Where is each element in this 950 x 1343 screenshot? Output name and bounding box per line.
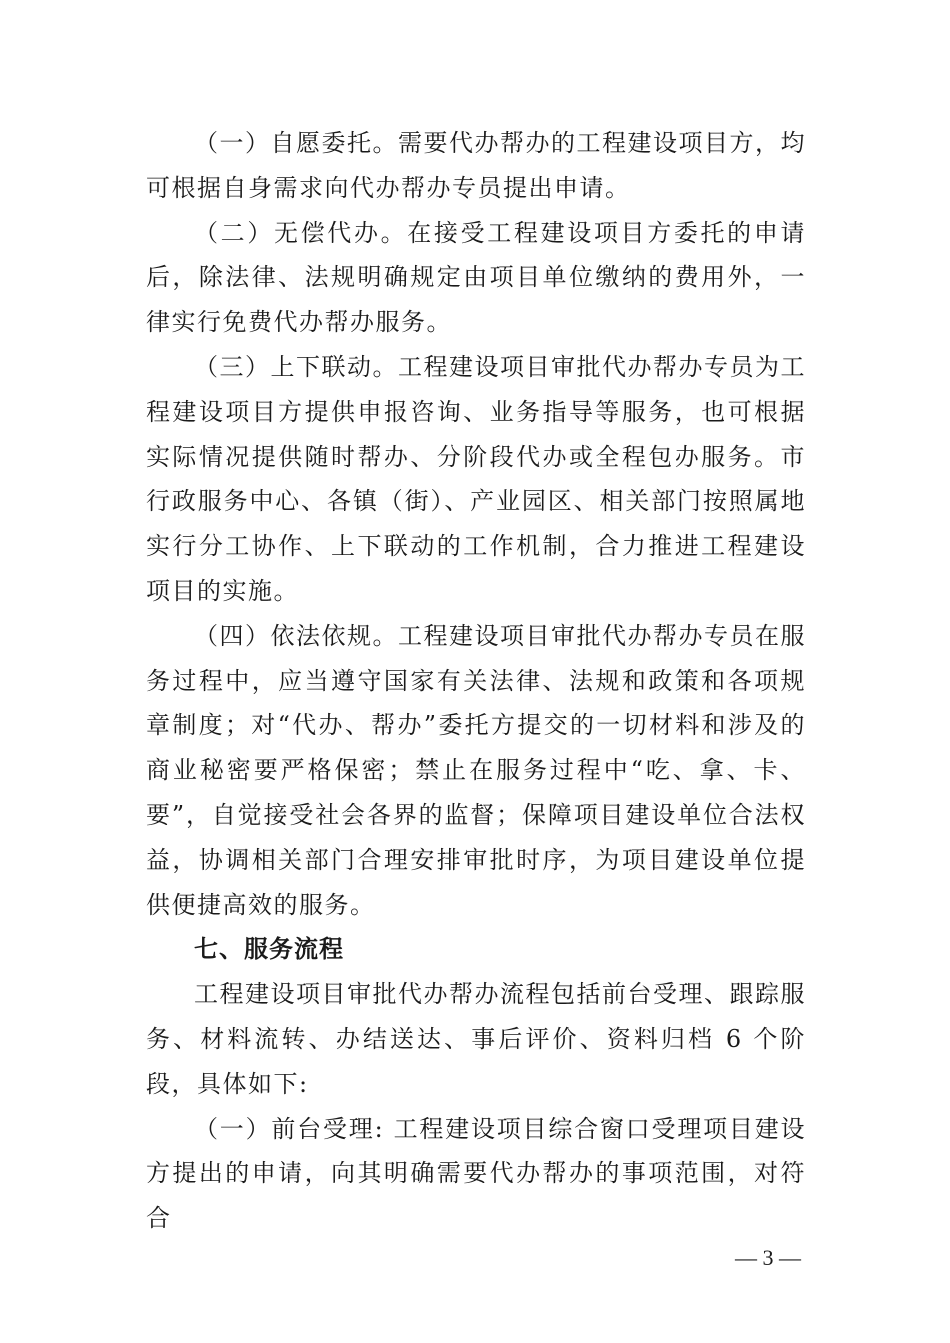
paragraph-front-desk-acceptance: （一）前台受理: 工程建设项目综合窗口受理项目建设方提出的申请，向其明确需要代办帮办的事项范围，对符合 — [146, 1114, 806, 1233]
paragraph-coordinated-linkage: （三）上下联动。工程建设项目审批代办帮办专员为工程建设项目方提供申报咨询、业务指导等服务，也可根据实际情况提供随时帮办、分阶段代办或全程包办服务。市行政服务中心、各镇（街）、产业园区、相关部门按照属地实行分工协作、上下联动的工作机制，合力推进工程建设项目的实施。 — [146, 352, 806, 605]
paragraph-free-service: （二）无偿代办。在接受工程建设项目方委托的申请后，除法律、法规明确规定由项目单位缴纳的费用外，一律实行免费代办帮办服务。 — [146, 218, 806, 337]
section-heading: 七、服务流程 — [194, 935, 344, 964]
paragraph-process-overview: 工程建设项目审批代办帮办流程包括前台受理、跟踪服务、材料流转、办结送达、事后评价、资料归档 6 个阶段，具体如下: — [146, 980, 806, 1098]
page-number: — 3 — — [735, 1245, 801, 1270]
paragraph-lawful-compliance: （四）依法依规。工程建设项目审批代办帮办专员在服务过程中，应当遵守国家有关法律、法规和政策和各项规章制度；对“代办、帮办”委托方提交的一切材料和涉及的商业秘密要严格保密；禁止在服务过程中“吃、拿、卡、要”，自觉接受社会各界的监督；保障项目建设单位合法权益，协调相关部门合理安排审批时序，为项目建设单位提供便捷高效的服务。 — [146, 621, 806, 919]
document-body — [146, 121, 806, 1241]
paragraph-voluntary-entrustment: （一）自愿委托。需要代办帮办的工程建设项目方，均可根据自身需求向代办帮办专员提出申请。 — [146, 129, 806, 202]
